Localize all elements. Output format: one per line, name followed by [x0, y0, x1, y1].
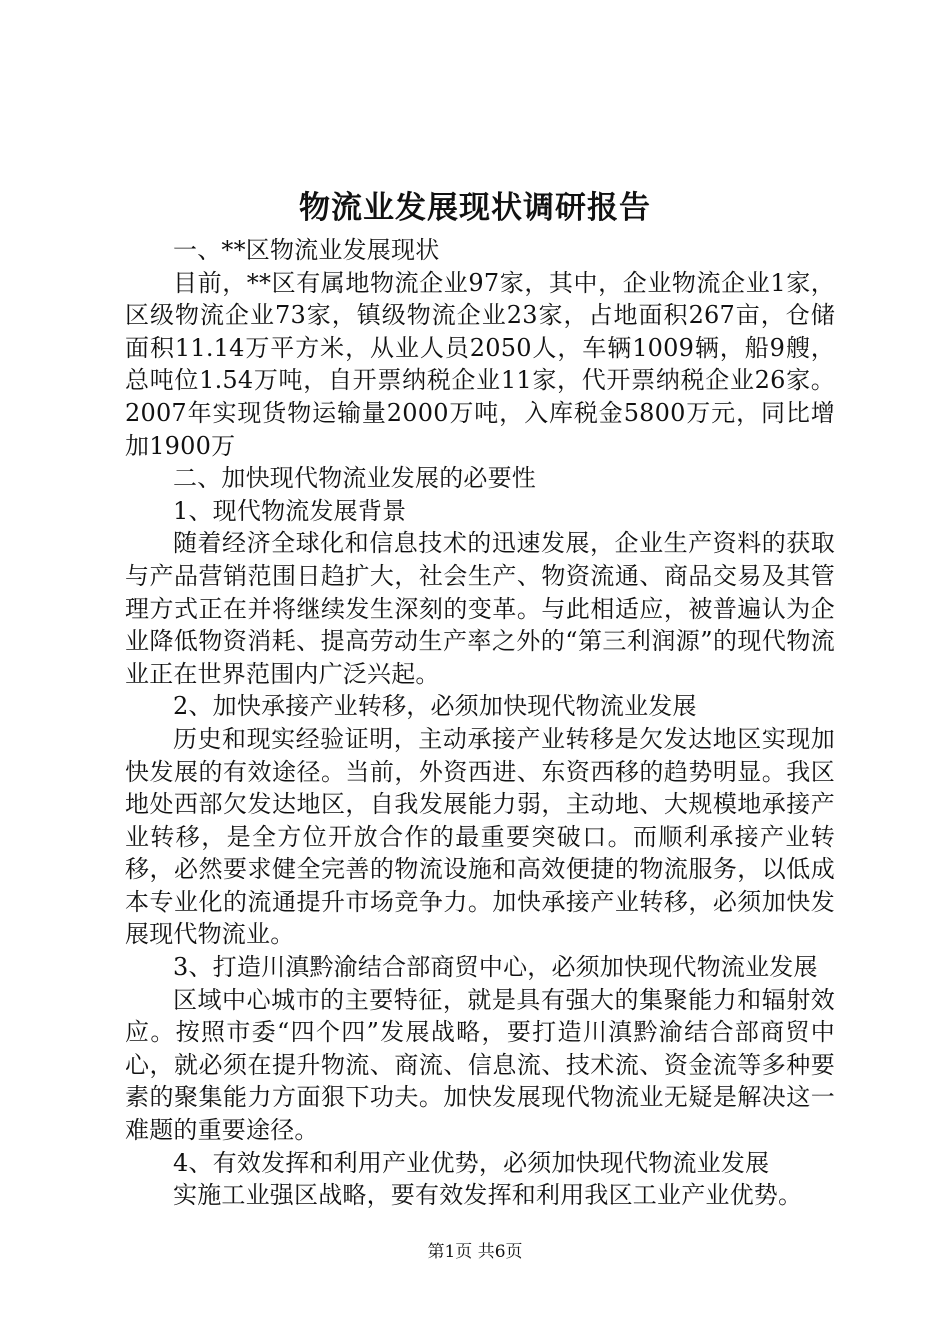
subheading-4: 4、有效发挥和利用产业优势，必须加快现代物流业发展: [173, 1148, 770, 1177]
subheading-3: 3、打造川滇黔渝结合部商贸中心，必须加快现代物流业发展: [173, 953, 818, 982]
paragraph-current-status: 目前，**区有属地物流企业97家，其中，企业物流企业1家，区级物流企业73家，镇级物流企业23家，占地面积267亩，仓储面积11.14万平方米，从业人员2050人，车辆1009辆，船9艘，总吨位1.54万吨，自开票纳税企业11家，代开票纳税企业26家。2007年实现货物运输量2000万吨，入库税金5800万元，同比增加1900万: [125, 268, 835, 460]
paragraph-trade-center: 区域中心城市的主要特征，就是具有强大的集聚能力和辐射效应。按照市委“四个四”发展战略，要打造川滇黔渝结合部商贸中心，就必须在提升物流、商流、信息流、技术流、资金流等多种要素的聚集能力方面狠下功夫。加快发展现代物流业无疑是解决这一难题的重要途径。: [125, 985, 835, 1145]
section-heading-1: 一、**区物流业发展现状: [173, 236, 440, 264]
paragraph-industry-advantage: 实施工业强区战略，要有效发挥和利用我区工业产业优势。: [173, 1181, 803, 1210]
document-title: 物流业发展现状调研报告: [299, 190, 651, 226]
page-footer: 第1页 共6页: [427, 1242, 523, 1262]
subheading-1: 1、现代物流发展背景: [173, 496, 407, 525]
paragraph-background: 随着经济全球化和信息技术的迅速发展，企业生产资料的获取与产品营销范围日趋扩大，社会生产、物资流通、商品交易及其管理方式正在并将继续发生深刻的变革。与此相适应，被普遍认为企业降低物资消耗、提高劳动生产率之外的“第三利润源”的现代物流业正在世界范围内广泛兴起。: [125, 529, 835, 688]
paragraph-industry-transfer: 历史和现实经验证明，主动承接产业转移是欠发达地区实现加快发展的有效途径。当前，外资西进、东资西移的趋势明显。我区地处西部欠发达地区，自我发展能力弱，主动地、大规模地承接产业转移，是全方位开放合作的最重要突破口。而顺利承接产业转移，必然要求健全完善的物流设施和高效便捷的物流服务，以低成本专业化的流通提升市场竞争力。加快承接产业转移，必须加快发展现代物流业。: [125, 724, 835, 949]
subheading-2: 2、加快承接产业转移，必须加快现代物流业发展: [173, 692, 697, 721]
document-body: [125, 234, 835, 1212]
section-heading-2: 二、加快现代物流业发展的必要性: [173, 464, 536, 493]
